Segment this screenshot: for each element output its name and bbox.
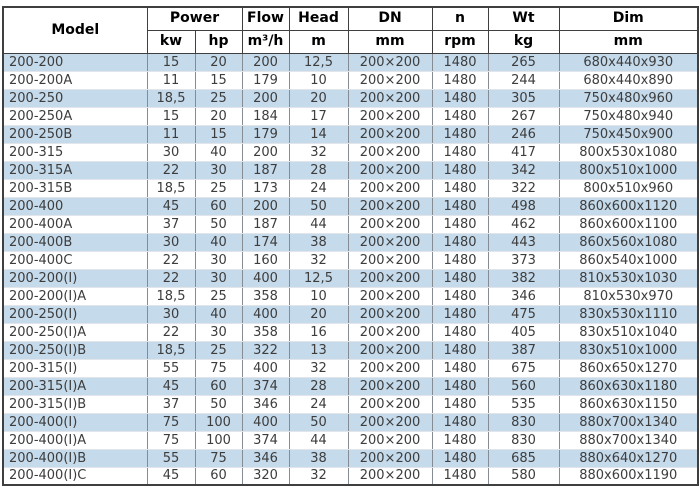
table-row [3,89,698,107]
cell-flow: 200 [242,53,289,71]
col-header-n-unit: rpm [432,30,488,53]
cell-head: 10 [289,71,348,89]
cell-power-kw: 75 [147,413,195,431]
cell-power-hp: 20 [195,107,242,125]
cell-head: 28 [289,377,348,395]
cell-dn: 200×200 [348,197,432,215]
cell-flow: 184 [242,107,289,125]
cell-n: 1480 [432,377,488,395]
col-header-wt-unit: kg [488,30,559,53]
col-header-model: Model [3,7,147,53]
table-row [3,287,698,305]
cell-wt: 373 [488,251,559,269]
cell-n: 1480 [432,161,488,179]
cell-model: 200-400(I)B [3,449,147,467]
cell-head: 24 [289,395,348,413]
cell-power-hp: 30 [195,323,242,341]
cell-model: 200-250(I)B [3,341,147,359]
cell-dn: 200×200 [348,431,432,449]
cell-dn: 200×200 [348,359,432,377]
cell-flow: 346 [242,395,289,413]
cell-dn: 200×200 [348,161,432,179]
cell-dim: 830x530x1110 [559,305,698,323]
cell-power-kw: 22 [147,161,195,179]
cell-head: 38 [289,233,348,251]
cell-model: 200-250(I)A [3,323,147,341]
cell-power-hp: 100 [195,413,242,431]
table-row [3,179,698,197]
cell-dn: 200×200 [348,467,432,485]
table-row [3,395,698,413]
cell-dn: 200×200 [348,125,432,143]
cell-dim: 860x600x1100 [559,215,698,233]
cell-head: 50 [289,413,348,431]
table-row [3,323,698,341]
cell-head: 20 [289,305,348,323]
cell-model: 200-400A [3,215,147,233]
cell-n: 1480 [432,269,488,287]
cell-model: 200-315 [3,143,147,161]
cell-head: 12,5 [289,53,348,71]
cell-head: 50 [289,197,348,215]
cell-dim: 750x480x940 [559,107,698,125]
cell-model: 200-400 [3,197,147,215]
cell-power-kw: 18,5 [147,179,195,197]
table-row [3,107,698,125]
cell-power-hp: 25 [195,89,242,107]
cell-head: 16 [289,323,348,341]
cell-power-hp: 60 [195,197,242,215]
col-header-kw: kw [147,30,195,53]
table-row [3,233,698,251]
cell-dn: 200×200 [348,305,432,323]
cell-flow: 400 [242,305,289,323]
cell-head: 17 [289,107,348,125]
col-header-dn-unit: mm [348,30,432,53]
cell-n: 1480 [432,449,488,467]
cell-power-kw: 45 [147,467,195,485]
cell-flow: 320 [242,467,289,485]
cell-dn: 200×200 [348,413,432,431]
cell-dim: 810x530x970 [559,287,698,305]
cell-power-hp: 40 [195,143,242,161]
cell-power-kw: 30 [147,233,195,251]
cell-head: 12,5 [289,269,348,287]
cell-model: 200-400(I)C [3,467,147,485]
table-row [3,449,698,467]
cell-head: 32 [289,251,348,269]
cell-head: 20 [289,89,348,107]
cell-model: 200-250 [3,89,147,107]
col-header-flow-unit: m³/h [242,30,289,53]
cell-power-kw: 45 [147,377,195,395]
cell-power-hp: 60 [195,377,242,395]
cell-dim: 880x600x1190 [559,467,698,485]
cell-power-kw: 15 [147,107,195,125]
cell-dn: 200×200 [348,287,432,305]
cell-dim: 680x440x890 [559,71,698,89]
cell-power-hp: 60 [195,467,242,485]
cell-wt: 830 [488,413,559,431]
cell-n: 1480 [432,107,488,125]
cell-power-kw: 55 [147,449,195,467]
cell-n: 1480 [432,287,488,305]
col-header-head-unit: m [289,30,348,53]
cell-power-kw: 37 [147,395,195,413]
cell-dn: 200×200 [348,449,432,467]
table-body [3,53,698,485]
cell-power-hp: 50 [195,215,242,233]
cell-power-hp: 15 [195,125,242,143]
cell-n: 1480 [432,53,488,71]
cell-flow: 200 [242,197,289,215]
cell-flow: 200 [242,89,289,107]
cell-wt: 560 [488,377,559,395]
col-header-head: Head [289,7,348,30]
cell-model: 200-315B [3,179,147,197]
cell-flow: 179 [242,71,289,89]
table-header [3,7,698,53]
cell-wt: 535 [488,395,559,413]
cell-dim: 880x640x1270 [559,449,698,467]
cell-n: 1480 [432,323,488,341]
cell-flow: 322 [242,341,289,359]
col-header-dim-unit: mm [559,30,698,53]
cell-dn: 200×200 [348,89,432,107]
cell-dim: 810x530x1030 [559,269,698,287]
cell-model: 200-315(I)B [3,395,147,413]
col-header-hp: hp [195,30,242,53]
table-row [3,215,698,233]
cell-n: 1480 [432,413,488,431]
cell-model: 200-200 [3,53,147,71]
cell-power-kw: 30 [147,305,195,323]
cell-model: 200-250A [3,107,147,125]
cell-flow: 374 [242,377,289,395]
cell-model: 200-200(I) [3,269,147,287]
cell-dn: 200×200 [348,107,432,125]
cell-power-kw: 22 [147,269,195,287]
header-row-1 [3,7,698,30]
cell-n: 1480 [432,251,488,269]
table-row [3,143,698,161]
cell-head: 14 [289,125,348,143]
cell-model: 200-315A [3,161,147,179]
col-header-wt: Wt [488,7,559,30]
cell-wt: 244 [488,71,559,89]
cell-dn: 200×200 [348,233,432,251]
cell-head: 32 [289,467,348,485]
cell-model: 200-315(I)A [3,377,147,395]
cell-dim: 830x510x1000 [559,341,698,359]
cell-wt: 462 [488,215,559,233]
cell-wt: 685 [488,449,559,467]
cell-n: 1480 [432,305,488,323]
table-row [3,359,698,377]
cell-model: 200-250(I) [3,305,147,323]
col-header-power: Power [147,7,242,30]
cell-dim: 880x700x1340 [559,431,698,449]
cell-wt: 498 [488,197,559,215]
cell-n: 1480 [432,143,488,161]
table-row [3,269,698,287]
cell-power-hp: 25 [195,341,242,359]
cell-dn: 200×200 [348,341,432,359]
cell-power-kw: 55 [147,359,195,377]
cell-wt: 387 [488,341,559,359]
cell-wt: 265 [488,53,559,71]
table-row [3,341,698,359]
table-row [3,467,698,485]
cell-wt: 305 [488,89,559,107]
cell-dn: 200×200 [348,215,432,233]
cell-head: 44 [289,215,348,233]
cell-flow: 187 [242,215,289,233]
cell-flow: 187 [242,161,289,179]
cell-power-hp: 20 [195,53,242,71]
cell-power-hp: 25 [195,287,242,305]
cell-wt: 830 [488,431,559,449]
cell-flow: 173 [242,179,289,197]
cell-dim: 800x530x1080 [559,143,698,161]
cell-power-hp: 75 [195,449,242,467]
cell-head: 13 [289,341,348,359]
cell-dn: 200×200 [348,179,432,197]
table-row [3,125,698,143]
cell-power-kw: 37 [147,215,195,233]
cell-power-hp: 30 [195,251,242,269]
cell-head: 32 [289,143,348,161]
cell-dim: 750x450x900 [559,125,698,143]
cell-flow: 174 [242,233,289,251]
table-row [3,71,698,89]
col-header-dn: DN [348,7,432,30]
cell-dim: 680x440x930 [559,53,698,71]
cell-power-hp: 30 [195,161,242,179]
cell-dim: 750x480x960 [559,89,698,107]
cell-dim: 860x600x1120 [559,197,698,215]
cell-power-hp: 40 [195,305,242,323]
cell-dim: 860x650x1270 [559,359,698,377]
cell-flow: 346 [242,449,289,467]
cell-dim: 860x630x1150 [559,395,698,413]
cell-n: 1480 [432,395,488,413]
cell-n: 1480 [432,341,488,359]
table-row [3,197,698,215]
cell-power-kw: 11 [147,125,195,143]
cell-power-hp: 25 [195,179,242,197]
cell-n: 1480 [432,467,488,485]
cell-wt: 346 [488,287,559,305]
cell-flow: 400 [242,269,289,287]
cell-head: 10 [289,287,348,305]
cell-head: 44 [289,431,348,449]
cell-n: 1480 [432,197,488,215]
cell-flow: 358 [242,323,289,341]
cell-dn: 200×200 [348,269,432,287]
cell-dim: 880x700x1340 [559,413,698,431]
cell-n: 1480 [432,233,488,251]
cell-dn: 200×200 [348,377,432,395]
cell-power-hp: 100 [195,431,242,449]
cell-power-kw: 22 [147,323,195,341]
cell-n: 1480 [432,359,488,377]
cell-model: 200-400(I)A [3,431,147,449]
cell-power-hp: 40 [195,233,242,251]
col-header-flow: Flow [242,7,289,30]
table-row [3,161,698,179]
cell-power-kw: 18,5 [147,287,195,305]
cell-model: 200-250B [3,125,147,143]
cell-n: 1480 [432,125,488,143]
cell-power-kw: 75 [147,431,195,449]
cell-dn: 200×200 [348,143,432,161]
cell-wt: 267 [488,107,559,125]
cell-dn: 200×200 [348,251,432,269]
cell-flow: 358 [242,287,289,305]
cell-flow: 400 [242,413,289,431]
cell-wt: 475 [488,305,559,323]
cell-model: 200-200(I)A [3,287,147,305]
cell-dim: 860x630x1180 [559,377,698,395]
table-row [3,413,698,431]
cell-dn: 200×200 [348,323,432,341]
cell-n: 1480 [432,71,488,89]
cell-dim: 860x560x1080 [559,233,698,251]
cell-power-kw: 22 [147,251,195,269]
cell-n: 1480 [432,179,488,197]
cell-model: 200-200A [3,71,147,89]
cell-flow: 160 [242,251,289,269]
cell-head: 24 [289,179,348,197]
table-row [3,431,698,449]
cell-head: 38 [289,449,348,467]
pump-spec-table [2,6,699,486]
cell-power-kw: 18,5 [147,341,195,359]
cell-power-kw: 18,5 [147,89,195,107]
col-header-n: n [432,7,488,30]
cell-power-kw: 15 [147,53,195,71]
cell-wt: 342 [488,161,559,179]
cell-dim: 830x510x1040 [559,323,698,341]
cell-power-kw: 45 [147,197,195,215]
cell-dim: 800x510x960 [559,179,698,197]
cell-dn: 200×200 [348,395,432,413]
cell-dim: 800x510x1000 [559,161,698,179]
cell-dim: 860x540x1000 [559,251,698,269]
table-row [3,251,698,269]
cell-wt: 322 [488,179,559,197]
cell-wt: 417 [488,143,559,161]
cell-model: 200-400B [3,233,147,251]
cell-dn: 200×200 [348,71,432,89]
cell-wt: 443 [488,233,559,251]
cell-model: 200-400(I) [3,413,147,431]
cell-wt: 405 [488,323,559,341]
cell-power-hp: 15 [195,71,242,89]
table-row [3,377,698,395]
cell-model: 200-315(I) [3,359,147,377]
cell-n: 1480 [432,215,488,233]
cell-power-kw: 11 [147,71,195,89]
cell-wt: 580 [488,467,559,485]
col-header-dim: Dim [559,7,698,30]
cell-power-hp: 50 [195,395,242,413]
cell-dn: 200×200 [348,53,432,71]
cell-power-hp: 30 [195,269,242,287]
cell-flow: 179 [242,125,289,143]
cell-power-kw: 30 [147,143,195,161]
cell-n: 1480 [432,89,488,107]
cell-wt: 675 [488,359,559,377]
table-row [3,53,698,71]
table-row [3,305,698,323]
cell-model: 200-400C [3,251,147,269]
cell-flow: 400 [242,359,289,377]
cell-head: 28 [289,161,348,179]
cell-power-hp: 75 [195,359,242,377]
cell-flow: 374 [242,431,289,449]
cell-wt: 246 [488,125,559,143]
cell-wt: 382 [488,269,559,287]
cell-n: 1480 [432,431,488,449]
cell-head: 32 [289,359,348,377]
cell-flow: 200 [242,143,289,161]
